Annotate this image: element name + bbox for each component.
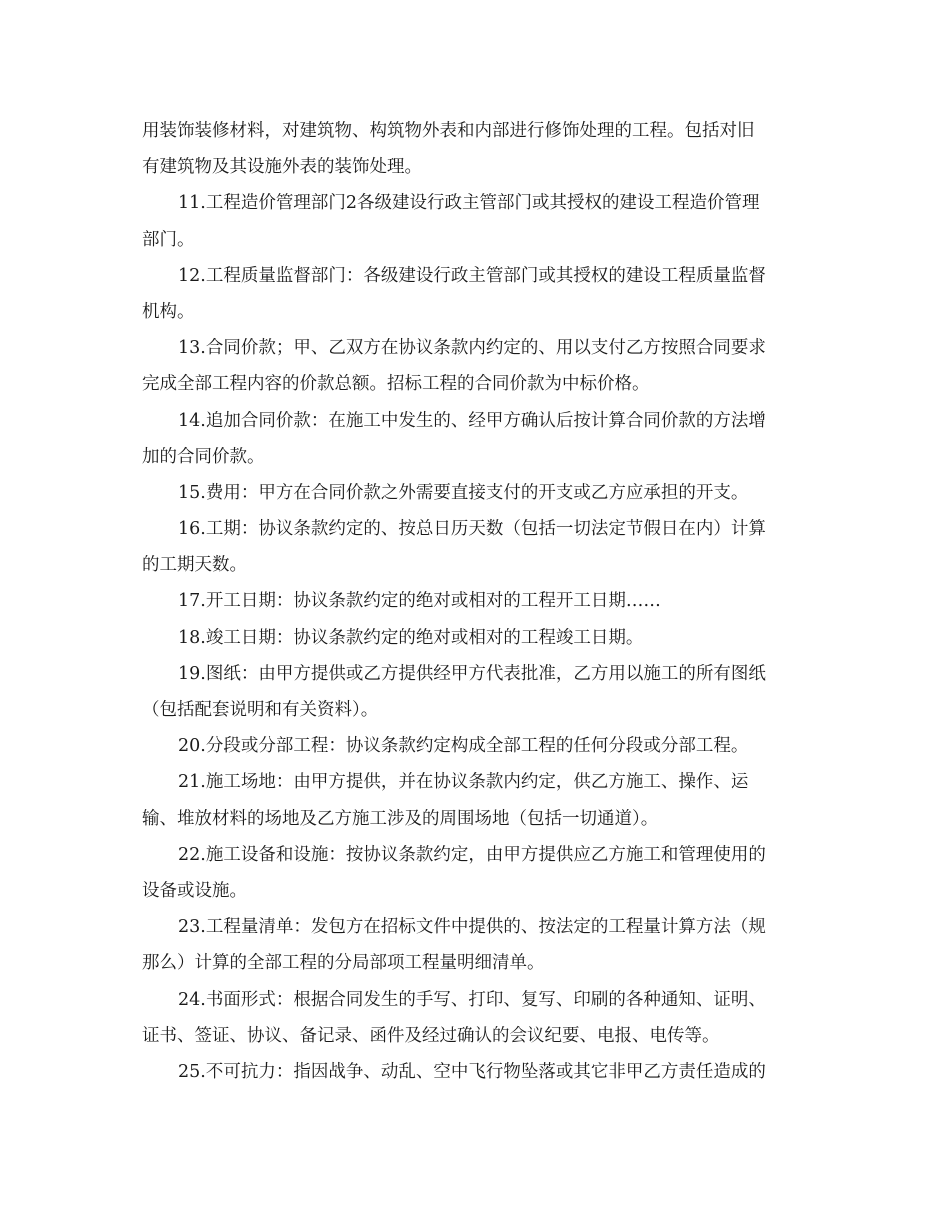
text-line: 用装饰装修材料，对建筑物、构筑物外表和内部进行修饰处理的工程。包括对旧 xyxy=(142,121,755,141)
text-line: 那么）计算的全部工程的分局部项工程量明细清单。 xyxy=(142,953,545,974)
text-line: 13.合同价款；甲、乙双方在协议条款内约定的、用以支付乙方按照合同要求 xyxy=(178,338,766,359)
text-line: 20.分段或分部工程：协议条款约定构成全部工程的任何分段或分部工程。 xyxy=(178,736,749,757)
body-text xyxy=(142,113,810,1090)
text-line: 14.追加合同价款：在施工中发生的、经甲方确认后按计算合同价款的方法增 xyxy=(178,410,766,431)
text-line: 23.工程量清单：发包方在招标文件中提供的、按法定的工程量计算方法（规 xyxy=(178,917,766,938)
text-line: 24.书面形式：根据合同发生的手写、打印、复写、印刷的各种通知、证明、 xyxy=(178,989,766,1010)
text-line: （包括配套说明和有关资料）。 xyxy=(142,700,379,720)
text-line: 16.工期：协议条款约定的、按总日历天数（包括一切法定节假日在内）计算 xyxy=(178,519,766,540)
text-line: 机构。 xyxy=(142,301,195,322)
text-line: 18.竣工日期：协议条款约定的绝对或相对的工程竣工日期。 xyxy=(178,627,644,648)
text-line: 有建筑物及其设施外表的装饰处理。 xyxy=(142,157,422,178)
text-line: 输、堆放材料的场地及乙方施工涉及的周围场地（包括一切通道）。 xyxy=(142,808,659,829)
text-line: 17.开工日期：协议条款约定的绝对或相对的工程开工日期…… xyxy=(178,591,661,612)
text-line: 15.费用：甲方在合同价款之外需要直接支付的开支或乙方应承担的开支。 xyxy=(178,482,749,503)
text-line: 完成全部工程内容的价款总额。招标工程的合同价款为中标价格。 xyxy=(142,374,650,395)
text-line: 19.图纸：由甲方提供或乙方提供经甲方代表批准，乙方用以施工的所有图纸 xyxy=(178,663,766,684)
text-line: 11.工程造价管理部门2各级建设行政主管部门或其授权的建设工程造价管理 xyxy=(178,193,760,214)
text-line: 25.不可抗力：指因战争、动乱、空中飞行物坠落或其它非甲乙方责任造成的 xyxy=(178,1061,766,1082)
text-line: 证书、签证、协议、备记录、函件及经过确认的会议纪要、电报、电传等。 xyxy=(142,1025,720,1046)
text-line: 加的合同价款。 xyxy=(142,446,265,467)
text-line: 12.工程质量监督部门：各级建设行政主管部门或其授权的建设工程质量监督 xyxy=(178,265,766,286)
text-line: 22.施工设备和设施：按协议条款约定，由甲方提供应乙方施工和管理使用的 xyxy=(178,844,766,865)
text-line: 21.施工场地：由甲方提供，并在协议条款内约定，供乙方施工、操作、运 xyxy=(178,772,749,793)
text-line: 的工期天数。 xyxy=(142,555,247,576)
text-line: 部门。 xyxy=(142,229,195,250)
text-line: 设备或设施。 xyxy=(142,880,247,901)
